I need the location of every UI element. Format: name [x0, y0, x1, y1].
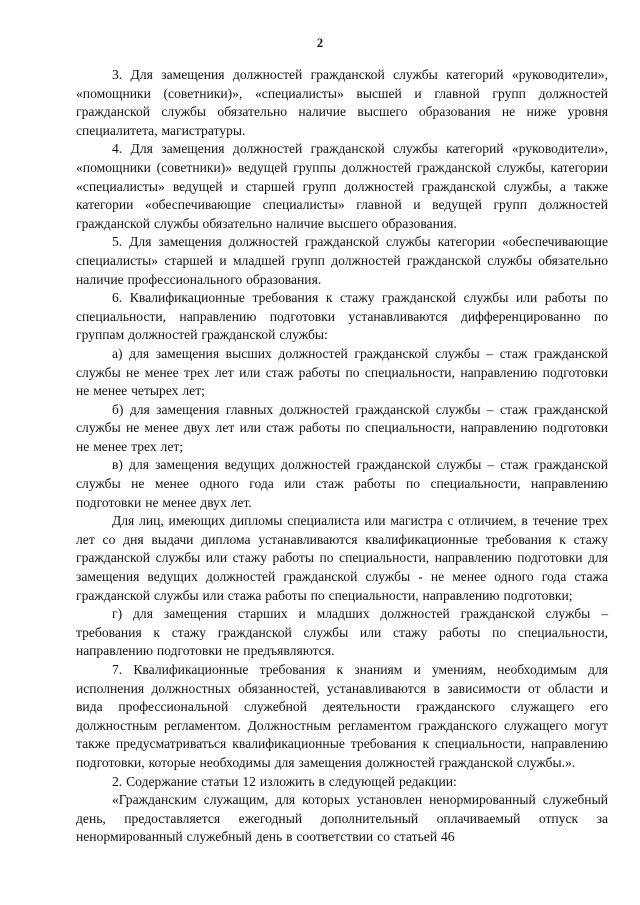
paragraph-item-6: 6. Квалификационные требования к стажу гражданской службы или работы по специальности, направлению подготовки устанавливаются дифференцированно по группам должностей гражданской службы:	[76, 290, 608, 343]
paragraph-item-3: 3. Для замещения должностей гражданской службы категорий «руководители», «помощники (советники)», «специалисты» высшей и главной групп должностей гражданской службы обязательно наличие высшего образования не ниже уровня специалитета, магистратуры.	[76, 67, 608, 138]
subparagraph-a: а) для замещения высших должностей гражданской службы – стаж гражданской службы не менее трех лет или стаж работы по специальности, направлению подготовки не менее четырех лет;	[76, 345, 608, 399]
paragraph-item-4: 4. Для замещения должностей гражданской службы категорий «руководители», «помощники (советники)» ведущей группы должностей гражданской службы, категории «специалисты» ведущей и старшей групп должностей гражданской службы, а также категории «обеспечивающие специалисты» главной и ведущей групп должностей гражданской службы обязательно наличие высшего образования.	[76, 141, 608, 231]
page-number: 2	[316, 36, 324, 50]
subparagraph-v: в) для замещения ведущих должностей гражданской службы – стаж гражданской службы не менее одного года или стаж работы по специальности, направлению подготовки не менее двух лет.	[76, 457, 608, 510]
subparagraph-b: б) для замещения главных должностей гражданской службы – стаж гражданской службы не менее двух лет или стаж работы по специальности, направлению подготовки не менее трех лет;	[76, 401, 608, 454]
diploma-holders-paragraph: Для лиц, имеющих дипломы специалиста или магистра с отличием, в течение трех лет со дня выдачи диплома устанавливаются квалификационные требования к стажу гражданской службы или стажу работы по специальности, направлению подготовки для замещения ведущих должностей гражданской службы - не менее одного года стажа гражданской службы или стажа работы по специальности, направлению подготовки;	[76, 513, 608, 603]
paragraph-item-5: 5. Для замещения должностей гражданской службы категории «обеспечивающие специалисты» старшей и младшей групп должностей гражданской службы обязательно наличие профессионального образования.	[76, 234, 608, 287]
document-body	[76, 66, 608, 847]
subparagraph-g: г) для замещения старших и младших должностей гражданской службы – требования к стажу гражданской службы или стажу работы по специальности, направлению подготовки не предъявляются.	[76, 606, 608, 659]
article-12-amendment-intro: 2. Содержание статьи 12 изложить в следующей редакции:	[112, 773, 457, 789]
article-12-text: «Гражданским служащим, для которых установлен ненормированный служебный день, предоставляется ежегодный дополнительный оплачиваемый отпуск за ненормированный служебный день в соответствии со статьей 46	[76, 792, 608, 845]
paragraph-item-7: 7. Квалификационные требования к знаниям и умениям, необходимым для исполнения должностных обязанностей, устанавливаются в зависимости от области и вида профессиональной служебной деятельности гражданского служащего его должностным регламентом. Должностным регламентом гражданского служащего могут также предусматриваться квалификационные требования к специальности, направлению подготовки, которые необходимы для замещения должностей гражданской службы.».	[76, 662, 608, 770]
